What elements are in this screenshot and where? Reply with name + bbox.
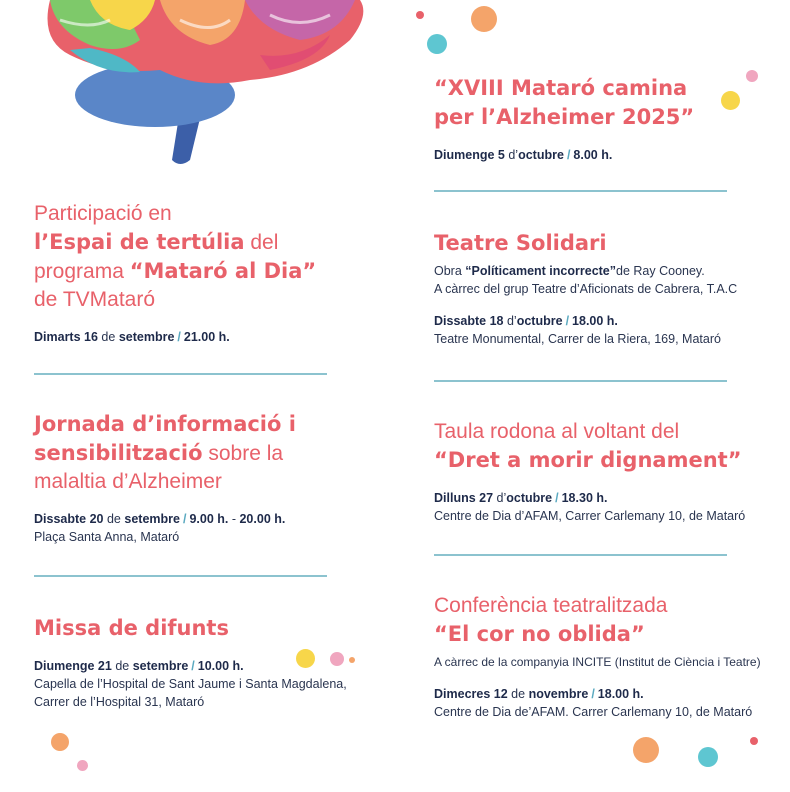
event-place: Carrer de l’Hospital 31, Mataró [34, 695, 205, 709]
divider [434, 554, 727, 556]
event-title: Taula rodona al voltant del “Dret a morir dignament” [434, 420, 742, 472]
event-teatre [434, 229, 774, 348]
decor-dot [51, 733, 69, 751]
event-datetime: Dissabte 20 de setembre / 9.00 h. - 20.00 h. [34, 512, 286, 526]
event-datetime: Dimecres 12 de novembre / 18.00 h. [434, 687, 644, 701]
decor-dot [750, 737, 758, 745]
event-place: Plaça Santa Anna, Mataró [34, 530, 180, 544]
event-datetime: Diumenge 21 de setembre / 10.00 h. [34, 659, 244, 673]
event-missa [34, 614, 364, 711]
event-datetime: Dissabte 18 d’octubre / 18.00 h. [434, 314, 618, 328]
event-place: Centre de Dia de’AFAM. Carrer Carlemany 10, de Mataró [434, 705, 753, 719]
event-place: Centre de Dia d’AFAM, Carrer Carlemany 10, de Mataró [434, 509, 746, 523]
event-datetime: Dilluns 27 d’octubre / 18.30 h. [434, 491, 608, 505]
event-tertulia [34, 200, 364, 346]
event-camina [434, 74, 774, 164]
event-title: “XVIII Mataró camina per l’Alzheimer 2025” [434, 76, 695, 129]
event-subtitle: A càrrec de la companyia INCITE (Institut de Ciència i Teatre) [434, 655, 761, 669]
event-jornada [34, 410, 364, 546]
event-subtitle: Obra “Políticament incorrecte”de Ray Cooney. [434, 264, 705, 278]
event-title: Conferència teatralitzada “El cor no oblida” [434, 594, 668, 646]
decor-dot [427, 34, 447, 54]
event-title: Teatre Solidari [434, 231, 607, 255]
event-datetime: Diumenge 5 d’octubre / 8.00 h. [434, 148, 613, 162]
event-place: Capella de l’Hospital de Sant Jaume i Santa Magdalena, [34, 677, 347, 691]
divider [34, 575, 327, 577]
decor-dot [698, 747, 718, 767]
event-datetime: Dimarts 16 de setembre / 21.00 h. [34, 330, 230, 344]
decor-dot [77, 760, 88, 771]
decor-dot [416, 11, 424, 19]
event-subtitle: A càrrec del grup Teatre d’Aficionats de Cabrera, T.A.C [434, 282, 738, 296]
event-conferencia [434, 592, 779, 721]
event-title: Missa de difunts [34, 616, 229, 640]
divider [34, 373, 327, 375]
decor-dot [471, 6, 497, 32]
event-title: Participació en l’Espai de tertúlia del programa “Mataró al Dia” de TVMataró [34, 202, 317, 311]
divider [434, 190, 727, 192]
event-title: Jornada d’informació i sensibilització sobre la malaltia d’Alzheimer [34, 412, 296, 493]
divider [434, 380, 727, 382]
decor-dot [633, 737, 659, 763]
event-taula [434, 418, 774, 525]
event-place: Teatre Monumental, Carrer de la Riera, 169, Mataró [434, 332, 721, 346]
brain-icon [30, 0, 380, 170]
